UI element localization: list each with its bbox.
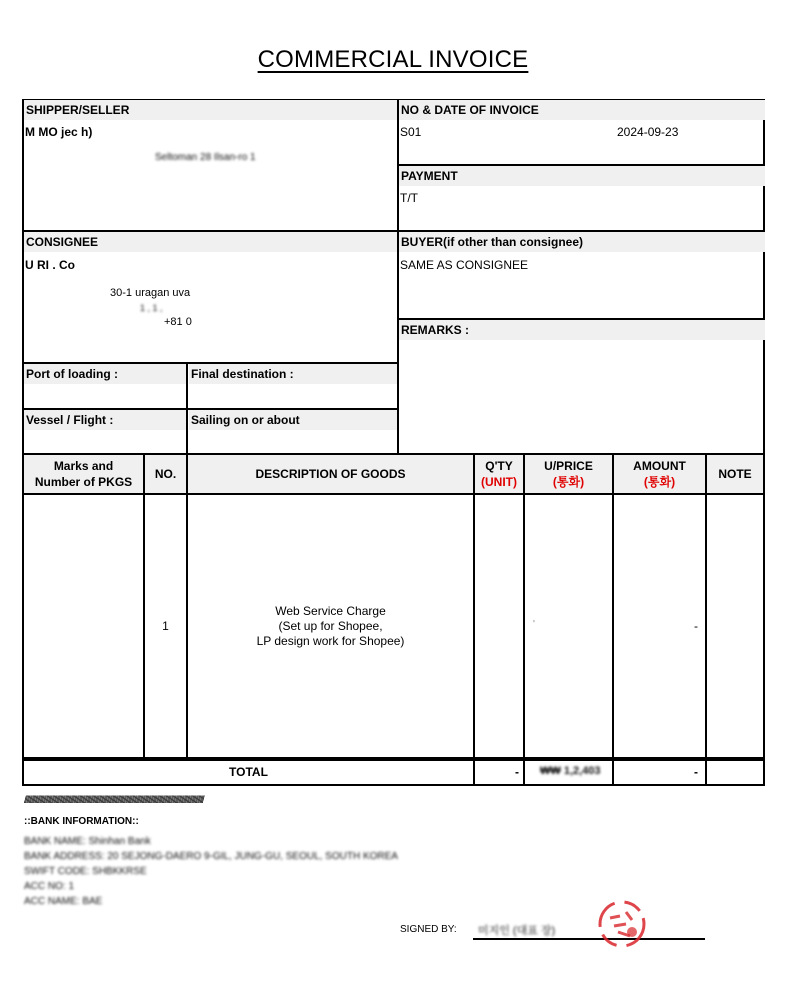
border-middle	[397, 99, 399, 455]
sailing-label: Sailing on or about	[189, 410, 397, 430]
payment-label: PAYMENT	[399, 166, 765, 186]
consignee-phone: +81 0	[164, 316, 192, 328]
header-note: NOTE	[718, 467, 752, 481]
total-qty: -	[515, 765, 519, 779]
header-amount-label: AMOUNT	[633, 459, 686, 473]
invoice-date: 2024-09-23	[617, 125, 679, 139]
signer-name: 미지인 (대표 장)	[478, 925, 556, 937]
final-destination-label: Final destination :	[189, 364, 397, 384]
row-description-line3: LP design work for Shopee)	[256, 634, 405, 648]
header-qty	[475, 455, 523, 493]
row-description-line1: Web Service Charge	[275, 604, 386, 618]
bank-line2: BANK ADDRESS: 20 SEJONG-DAERO 9-GIL, JUNG-GU, SEOUL, SOUTH KOREA	[24, 851, 398, 862]
total-uprice: ₩₩ 1,2,403	[540, 765, 601, 777]
header-description: DESCRIPTION OF GOODS	[255, 467, 406, 481]
separator-line: ////////////////////////////////////////////////////////////////////////////////////////////////////////////////////////////////////////////////////////	[24, 795, 204, 806]
header-uprice-unit: (통화)	[552, 475, 585, 489]
consignee-address-line2: 1 , 1 ,	[140, 303, 163, 313]
port-of-loading-label: Port of loading :	[24, 364, 186, 384]
buyer-label: BUYER(if other than consignee)	[399, 232, 765, 252]
shipper-label: SHIPPER/SELLER	[24, 100, 397, 120]
consignee-name: U RI . Co	[25, 258, 75, 272]
bank-line5: ACC NAME: BAE	[24, 896, 103, 907]
vessel-flight-label: Vessel / Flight :	[24, 410, 186, 430]
row-no: 1	[162, 619, 169, 633]
header-no: NO.	[154, 467, 177, 481]
col-divider-6	[705, 453, 707, 759]
header-uprice-label: U/PRICE	[544, 459, 593, 473]
total-divider-4	[705, 759, 707, 786]
header-amount-unit: (통화)	[643, 475, 676, 489]
border-right	[763, 99, 765, 455]
invoice-no-label: NO & DATE OF INVOICE	[399, 100, 765, 120]
row-description	[188, 604, 473, 649]
bank-heading: ::BANK INFORMATION::	[24, 816, 139, 827]
total-divider-2	[523, 759, 525, 786]
invoice-title: COMMERCIAL INVOICE	[257, 46, 529, 73]
header-uprice	[525, 455, 612, 493]
table-header-bottom	[22, 493, 765, 495]
row-description-line2: (Set up for Shopee,	[278, 619, 383, 633]
col-divider-5	[612, 453, 614, 759]
consignee-address-line1: 30-1 uragan uva	[110, 287, 191, 299]
bank-line1: BANK NAME: Shinhan Bank	[24, 836, 151, 847]
header-qty-unit: (UNIT)	[481, 475, 517, 489]
company-stamp-icon	[596, 898, 648, 950]
col-divider-4	[523, 453, 525, 759]
total-right-border	[763, 759, 765, 786]
payment-value: T/T	[400, 191, 418, 205]
row-uprice: '	[533, 619, 535, 630]
buyer-value: SAME AS CONSIGNEE	[400, 258, 529, 272]
total-top-border	[22, 759, 765, 761]
bank-line3: SWIFT CODE: SHBKKRSE	[24, 866, 147, 877]
header-qty-label: Q'TY	[485, 459, 513, 473]
total-label: TOTAL	[229, 765, 268, 779]
header-marks: Marks and Number of PKGS	[34, 459, 133, 489]
header-amount	[614, 455, 705, 493]
bank-line4: ACC NO: 1	[24, 881, 75, 892]
shipper-name: M MO jec h)	[25, 125, 93, 139]
total-amount: -	[694, 765, 698, 779]
invoice-number: S01	[400, 125, 422, 139]
consignee-label: CONSIGNEE	[24, 232, 397, 252]
col-divider-1	[143, 453, 145, 759]
total-bottom-border	[22, 784, 765, 786]
table-right-border	[763, 453, 765, 759]
signed-by-label: SIGNED BY:	[400, 924, 457, 935]
signature-line	[473, 938, 705, 940]
shipper-address: Seltoman 28 Ilsan-ro 1	[155, 152, 256, 163]
remarks-label: REMARKS :	[399, 320, 765, 340]
row-amount: -	[694, 619, 698, 633]
border-left	[22, 99, 24, 455]
table-left-border	[22, 453, 24, 759]
col-divider-3	[473, 453, 475, 759]
